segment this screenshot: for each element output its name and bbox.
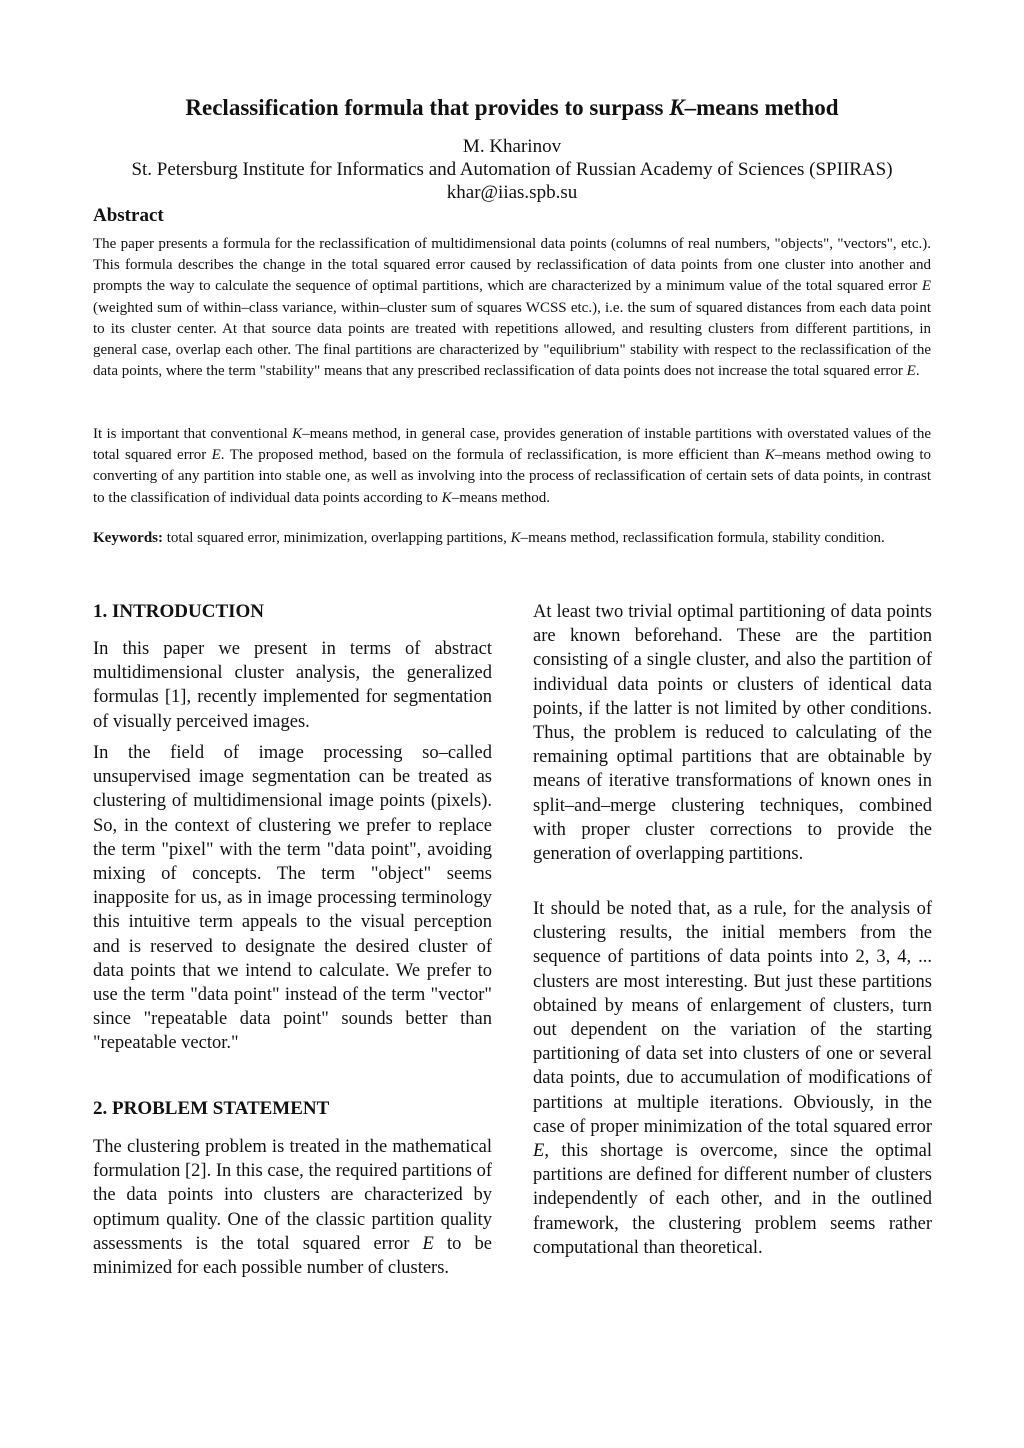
paper-title <box>60 94 964 122</box>
abstract-p1-b: (weighted sum of within–class variance, within–cluster sum of squares WCSS etc.), i.e. the sum of squared distances from each data point to its cluster center. At that source data points are treated with repetitions allowed, and resulting clusters from different partitions, in general case, overlap each other. The final partitions are characterized by "equilibrium" stability with respect to the reclassification of the data points, where the term "stability" means that any prescribed reclassification of data points does not increase the total squared error <box>93 299 931 380</box>
problem-p1-b: to be minimized for each possible number of clusters. <box>93 1233 492 1279</box>
abstract-p2-c: . The proposed method, based on the formula of reclassification, is more efficient than <box>220 447 765 464</box>
title-text-start: Reclassification formula that provides to surpass <box>185 95 670 120</box>
abstract-p2-e: E <box>211 447 221 464</box>
abstract-p1-a: The paper presents a formula for the reclassification of multidimensional data points (columns of real numbers, "objects", "vectors", etc.). This formula describes the change in the total squared error caused by reclassification of data points from one cluster into another and prompts the way to calculate the sequence of optimal partitions, which are characterized by a minimum value of the total squared error <box>93 236 931 295</box>
right-column-paragraph-1: At least two trivial optimal partitioning of data points are known beforehand. These are the partition consisting of a single cluster, and also the partition of individual data points or clusters of identical data points, if the latter is not limited by other conditions. Thus, the problem is reduced to calculating of the remaining optimal partitions that are obtainable by means of iterative transformations of known ones in split–and–merge clustering techniques, combined with proper cluster corrections to provide the generation of overlapping partitions. <box>533 602 932 865</box>
keywords <box>93 528 931 549</box>
keywords-a: total squared error, minimization, overlapping partitions, <box>163 530 511 546</box>
abstract-p2-b: –means method, in general case, provides generation of instable partitions with overstated values of the total squared error <box>93 426 931 464</box>
intro-paragraph-2: In the field of image processing so–called unsupervised image segmentation can be treated as clustering of multidimensional image points (pixels). So, in the context of clustering we prefer to replace the term "pixel" with the term "data point", avoiding mixing of concepts. The term "object" seems inapposite for us, as in image processing terminology this intuitive term appeals to the visual perception and is reserved to designate the desired cluster of data points that we intend to calculate. We prefer to use the term "data point" instead of the term "vector" since "repeatable data point" sounds better than "repeatable vector." <box>93 743 492 1054</box>
abstract-p1-e: E <box>921 278 931 295</box>
author-email: khar@iias.spb.su <box>446 182 578 203</box>
abstract-p2-k2: K <box>764 447 775 464</box>
abstract-p2-a: It is important that conventional <box>93 426 293 442</box>
abstract-p2-d: –means method owing to converting of any partition into stable one, as well as involving into the process of reclassification of certain sets of data points, in contrast to the classification of individual data points according to <box>93 447 931 506</box>
keywords-b: –means method, reclassification formula, stability condition. <box>520 530 885 546</box>
intro-paragraph-1: In this paper we present in terms of abstract multidimensional cluster analysis, the generalized formulas [1], recently implemented for segmentation of visually perceived images. <box>93 639 492 732</box>
abstract-p2-k1: K <box>292 426 303 442</box>
title-text-end: –means method <box>684 95 839 120</box>
keywords-label: Keywords: <box>93 530 163 546</box>
abstract-heading: Abstract <box>93 205 164 226</box>
abstract-p2-k3: K <box>441 489 452 506</box>
problem-paragraph-1 <box>93 1135 492 1280</box>
abstract-paragraph-2 <box>93 424 931 509</box>
abstract-p1-end: . <box>915 363 920 380</box>
section-heading-introduction: 1. INTRODUCTION <box>93 601 265 622</box>
abstract-paragraph-1 <box>93 234 931 382</box>
abstract-p2-end: –means method. <box>451 489 551 506</box>
right-p2-b: , this shortage is overcome, since the optimal partitions are defined for different number of clusters independently of each other, and in the outlined framework, the clustering problem seems rather computational than theoretical. <box>533 1141 932 1258</box>
right-p2-e: E <box>533 1141 545 1162</box>
abstract-p1-e2: E <box>906 363 916 380</box>
title-k: K <box>669 95 685 120</box>
problem-p1-e: E <box>422 1233 434 1254</box>
section-heading-problem-statement: 2. PROBLEM STATEMENT <box>93 1098 330 1119</box>
problem-p1-a: The clustering problem is treated in the mathematical formulation [2]. In this case, the required partitions of the data points into clusters are characterized by optimum quality. One of the classic partition quality assessments is the total squared error <box>93 1137 492 1254</box>
author-affiliation: St. Petersburg Institute for Informatics and Automation of Russian Academy of Sciences (SPIIRAS) <box>131 159 893 180</box>
keywords-k: K <box>510 530 521 546</box>
author-name: M. Kharinov <box>462 136 562 157</box>
right-p2-a: It should be noted that, as a rule, for the analysis of clustering results, the initial members from the sequence of partitions of data points into 2, 3, 4, ... clusters are most interesting. But just these partitions obtained by means of enlargement of clusters, turn out dependent on the variation of the starting partitioning of data set into clusters of one or several data points, due to accumulation of modifications of partitions at multiple iterations. Obviously, in the case of proper minimization of the total squared error <box>533 899 932 1137</box>
right-column-paragraph-2 <box>533 897 932 1260</box>
